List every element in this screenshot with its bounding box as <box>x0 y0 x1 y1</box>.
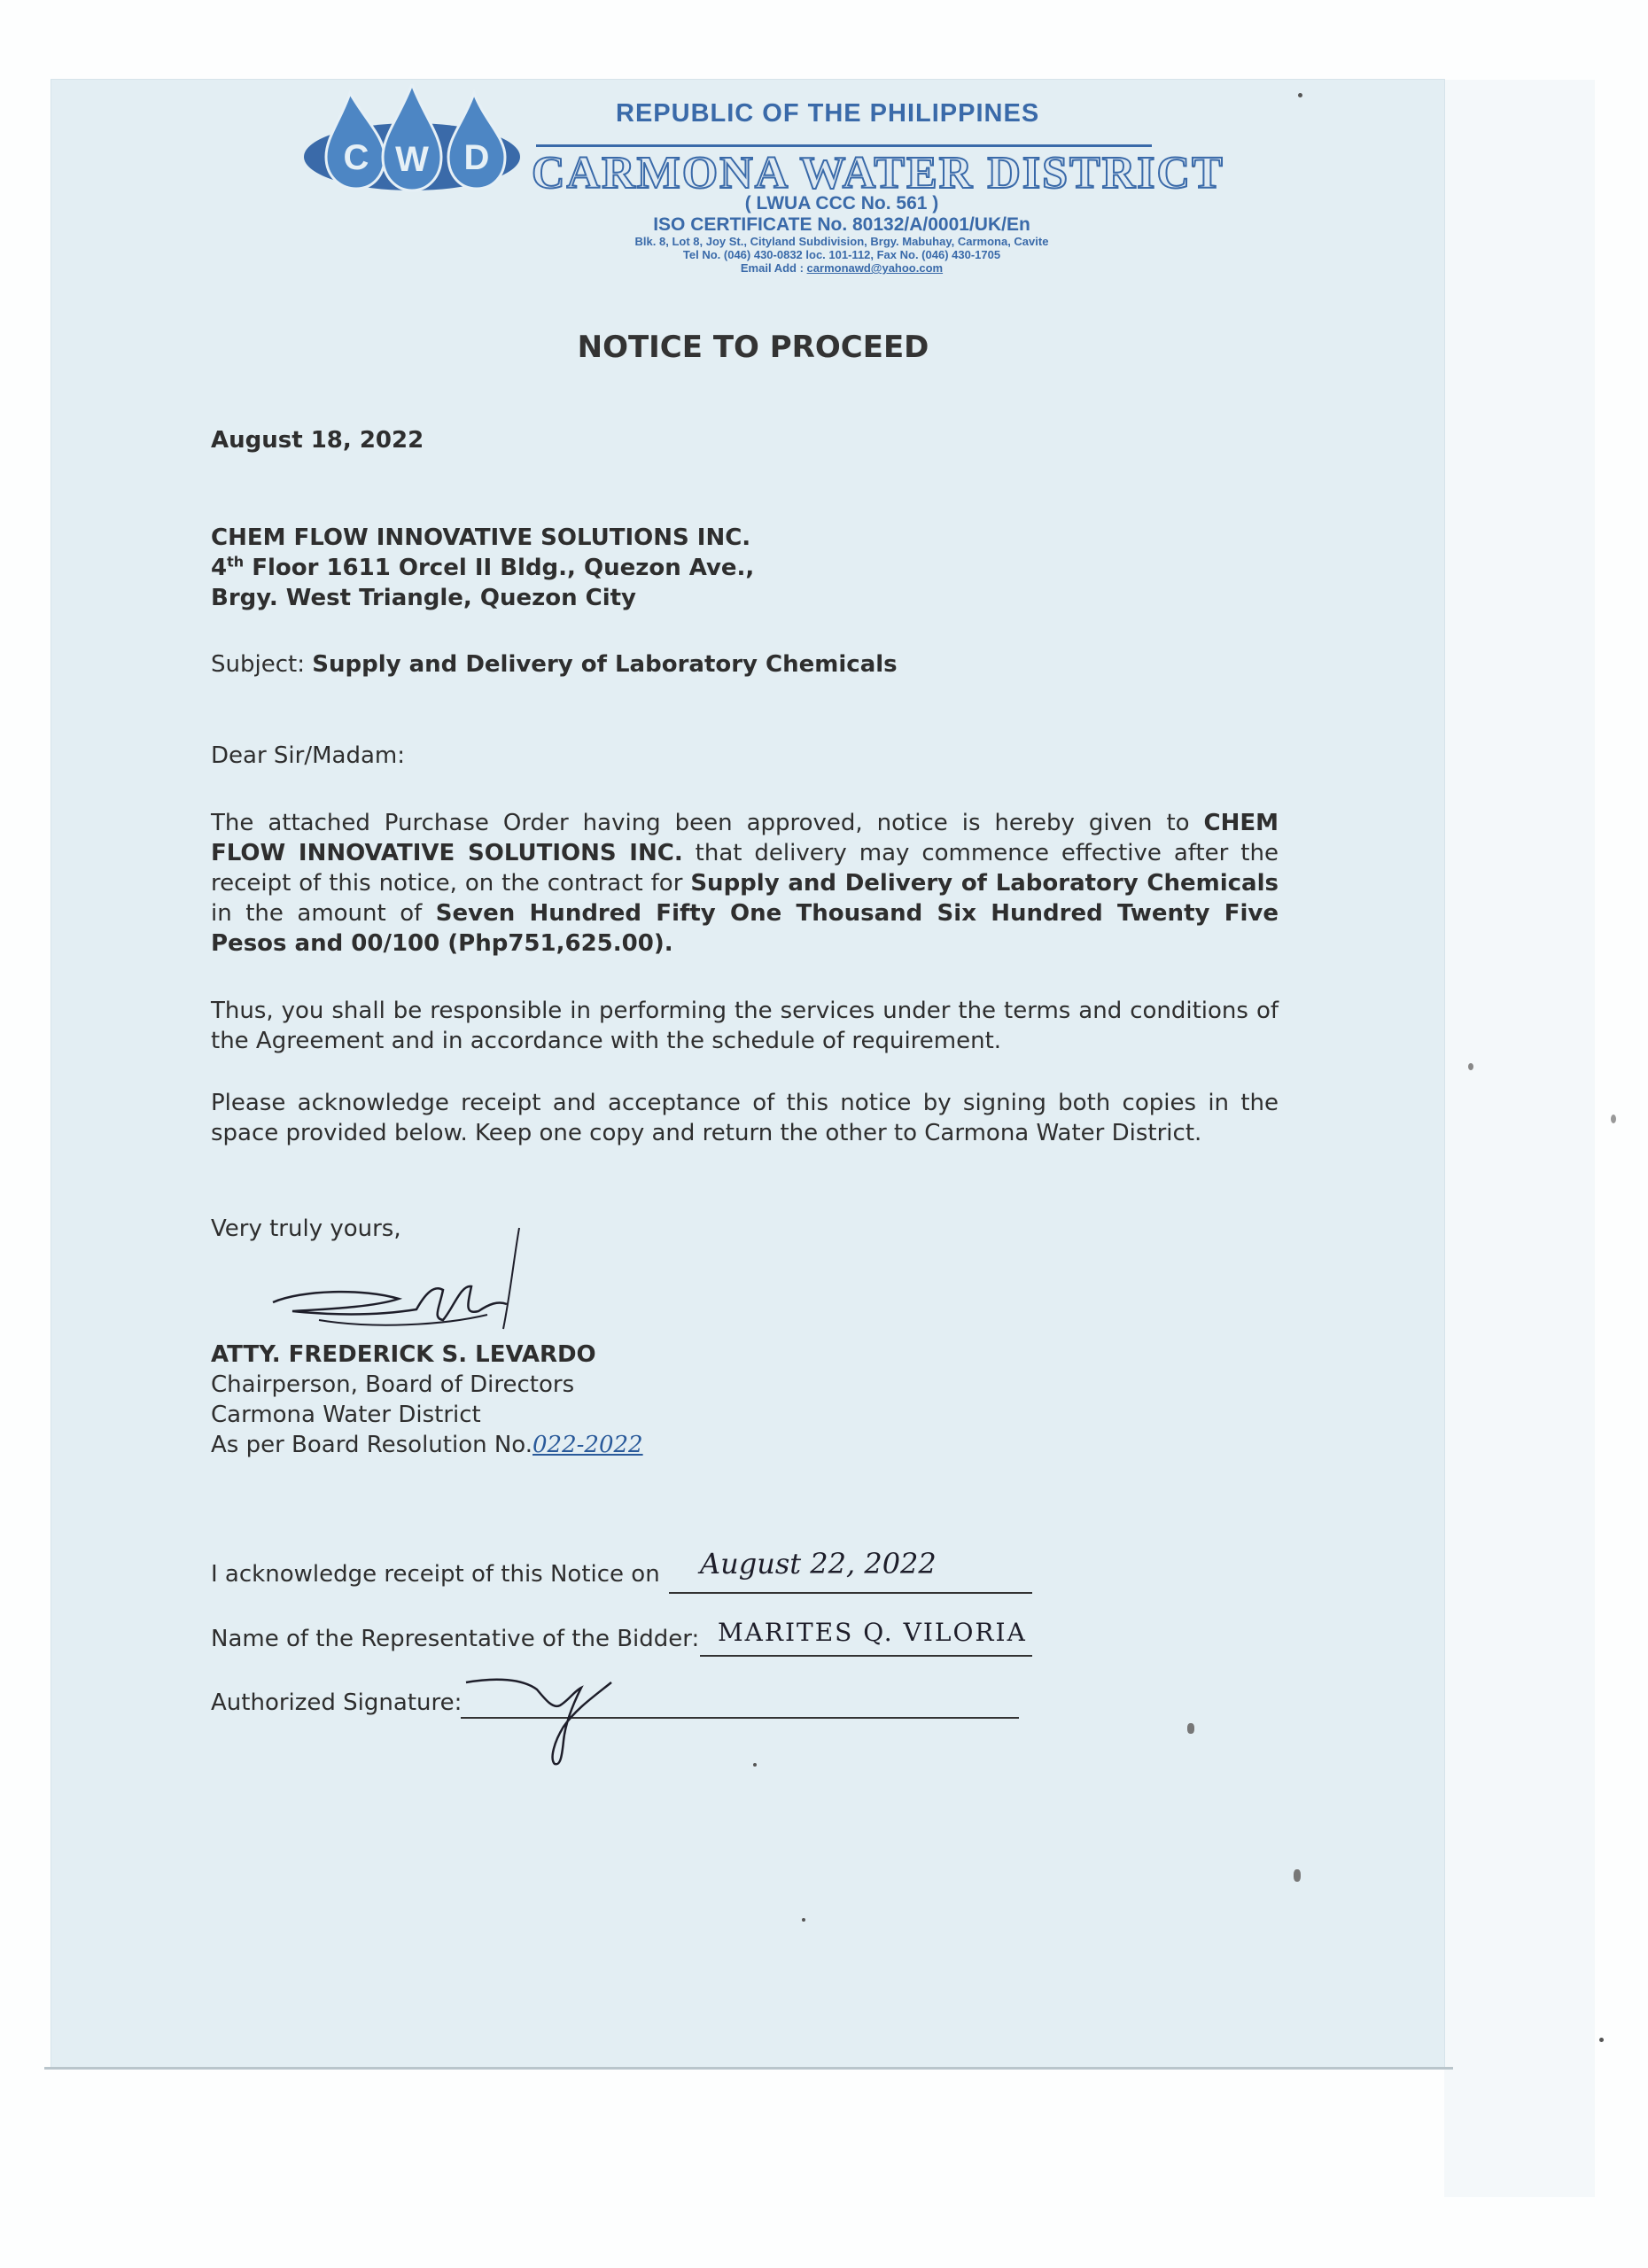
ack-rep-name-line <box>700 1655 1032 1657</box>
paper-bottom-edge <box>44 2067 1453 2070</box>
ack-receipt-date[interactable]: August 22, 2022 <box>700 1547 937 1581</box>
resolution-number: 022-2022 <box>532 1432 643 1458</box>
document-page <box>51 80 1444 2068</box>
recipient-address-2: Brgy. West Triangle, Quezon City <box>211 585 637 611</box>
recipient-name: CHEM FLOW INNOVATIVE SOLUTIONS INC. <box>211 524 751 551</box>
letterhead-district-name: CARMONA WATER DISTRICT <box>532 148 1224 198</box>
scan-speck <box>1294 1869 1301 1882</box>
svg-text:D: D <box>463 138 490 177</box>
cwd-water-drop-logo <box>301 84 523 199</box>
p1-text-a: The attached Purchase Order having been approved, notice is hereby given to <box>211 810 1204 836</box>
ack-receipt-date-line <box>669 1592 1032 1594</box>
p1-contract: Supply and Delivery of Laboratory Chemicals <box>690 870 1279 897</box>
subject-text: Supply and Delivery of Laboratory Chemicals <box>312 651 898 678</box>
p1-company: CHEM FLOW INNOVATIVE SOLUTIONS INC. <box>211 810 1279 866</box>
svg-text:C: C <box>343 138 369 177</box>
paragraph-notice <box>211 808 1279 959</box>
ack-receipt-label: I acknowledge receipt of this Notice on <box>211 1561 660 1588</box>
p1-amount: Seven Hundred Fifty One Thousand Six Hundred Twenty Five Pesos and 00/100 (Php751,625.00). <box>211 900 1279 957</box>
authorized-signature[interactable] <box>461 1670 673 1767</box>
p1-text-c: that delivery may commence effective after the receipt of this notice, on the contract for <box>211 840 1279 897</box>
svg-text:W: W <box>395 140 429 179</box>
letterhead-email-label: Email Add : <box>740 261 804 276</box>
scan-speck <box>1468 1063 1473 1070</box>
letterhead-address: Blk. 8, Lot 8, Joy St., Cityland Subdivision, Brgy. Mabuhay, Carmona, Cavite <box>634 235 1049 249</box>
recipient-address-1 <box>211 553 754 583</box>
paragraph-responsibility: Thus, you shall be responsible in performing the services under the terms and conditions of the Agreement and in accordance with the schedule of requirement. <box>211 998 1279 1054</box>
resolution-label: As per Board Resolution No. <box>211 1432 533 1458</box>
subject-label: Subject: <box>211 651 305 678</box>
signatory-title: Chairperson, Board of Directors <box>211 1371 575 1398</box>
p1-text-e: in the amount of <box>211 900 436 927</box>
paragraph-acknowledge: Please acknowledge receipt and acceptance of this notice by signing both copies in the space provided below. Keep one copy and return the other to Carmona Water District. <box>211 1090 1279 1146</box>
ack-rep-label: Name of the Representative of the Bidder: <box>211 1626 700 1652</box>
scan-speck <box>1187 1723 1194 1734</box>
letterhead-lwua: ( LWUA CCC No. 561 ) <box>744 193 939 214</box>
salutation: Dear Sir/Madam: <box>211 742 405 769</box>
ack-signature-label: Authorized Signature: <box>211 1689 463 1716</box>
signatory-resolution <box>211 1430 643 1460</box>
letterhead-phone: Tel No. (046) 430-0832 loc. 101-112, Fax No. (046) 430-1705 <box>682 248 1001 262</box>
document-date: August 18, 2022 <box>211 427 424 454</box>
scan-speck <box>753 1763 757 1767</box>
closing: Very truly yours, <box>211 1216 401 1242</box>
letterhead-details <box>514 193 1170 276</box>
scan-speck <box>802 1918 805 1922</box>
scan-speck <box>1611 1115 1616 1123</box>
scan-speck <box>1599 2038 1604 2042</box>
signatory-org: Carmona Water District <box>211 1402 481 1428</box>
scan-speck <box>1298 93 1302 97</box>
recipient-floor-number: 4 <box>211 555 228 581</box>
recipient-address-1-rest: Floor 1611 Orcel II Bldg., Quezon Ave., <box>244 555 755 581</box>
letterhead-email-link[interactable]: carmonawd@yahoo.com <box>806 261 944 276</box>
signatory-block <box>211 1340 643 1460</box>
letterhead-email-line <box>514 262 1170 276</box>
chairperson-signature <box>266 1223 532 1347</box>
recipient-block <box>211 523 754 613</box>
document-title: NOTICE TO PROCEED <box>577 330 929 365</box>
ack-rep-name[interactable]: MARITES Q. VILORIA <box>718 1618 1027 1647</box>
recipient-floor-suffix: th <box>227 553 245 571</box>
letterhead-republic: REPUBLIC OF THE PHILIPPINES <box>616 99 1040 128</box>
letterhead-iso: ISO CERTIFICATE No. 80132/A/0001/UK/En <box>653 214 1030 236</box>
subject-line <box>211 649 898 680</box>
paper-edge <box>1444 80 1595 2197</box>
signatory-name: ATTY. FREDERICK S. LEVARDO <box>211 1341 596 1368</box>
